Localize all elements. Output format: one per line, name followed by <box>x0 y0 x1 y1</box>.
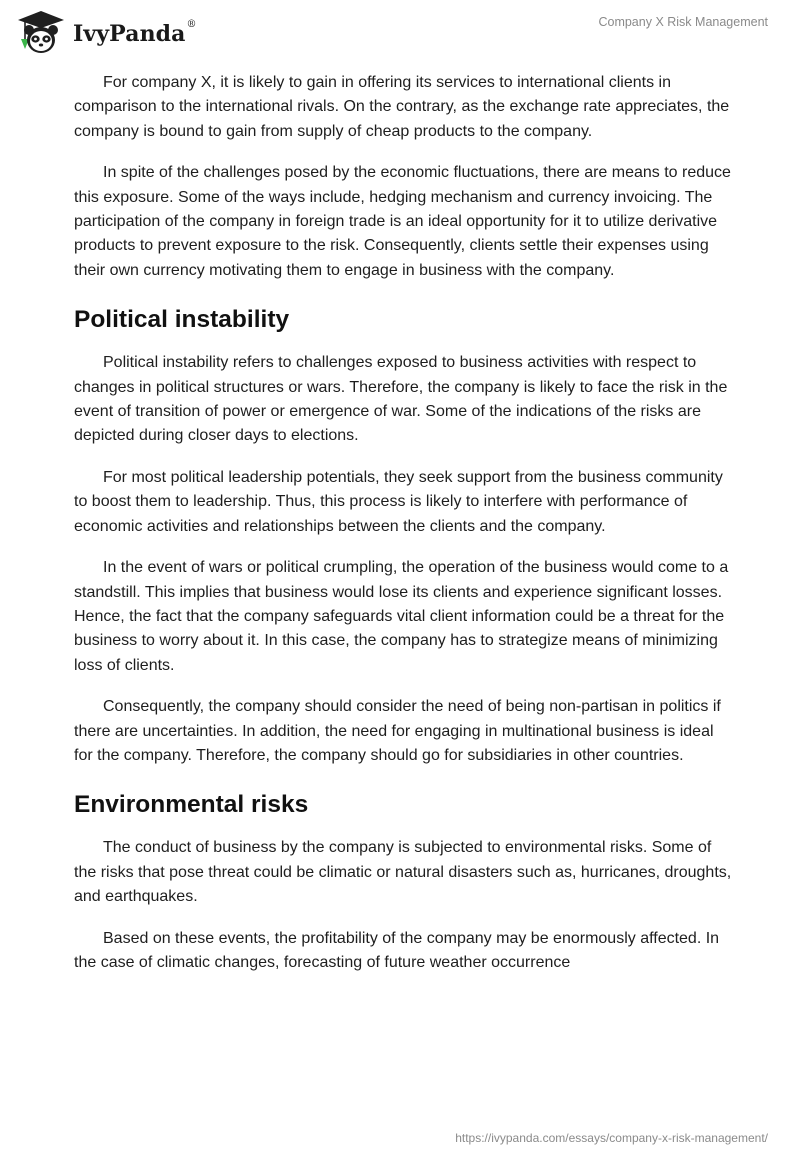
paragraph: Political instability refers to challenges exposed to business activities with respect to changes in political structures or wars. Therefore, the company is likely to face the risk in the event of transition of power or emergence of war. Some of the indications of the risks are depicted during closer days to elections. <box>74 354 728 445</box>
paragraph: For company X, it is likely to gain in offering its services to international clients in comparison to the international rivals. On the contrary, as the exchange rate appreciates, the company is bound to gain from supply of cheap products to the company. <box>74 74 730 140</box>
paragraph: Based on these events, the profitability of the company may be enormously affected. In the case of climatic changes, forecasting of future weather occurrence <box>74 929 720 971</box>
paragraph: For most political leadership potentials, they seek support from the business community to boost them to leadership. Thus, this process is likely to interfere with performance of economic activities and relationships between the clients and the company. <box>74 468 723 535</box>
panda-graduate-icon <box>14 9 68 57</box>
paragraph: In spite of the challenges posed by the economic fluctuations, there are means to reduce this exposure. Some of the ways include, hedging mechanism and currency invoicing. The participation of the company in foreign trade is an ideal opportunity for it to utilize derivative products to prevent exposure to the risk. Consequently, clients settle their expenses using their own currency motivating them to engage in business with the company. <box>74 164 731 279</box>
paragraph: The conduct of business by the company is subjected to environmental risks. Some of the risks that pose threat could be climatic or natural disasters such as, hurricanes, droughts, and earthquakes. <box>74 839 732 906</box>
paragraph: Consequently, the company should consider the need of being non-partisan in politics if there are uncertainties. In addition, the need for engaging in multinational business is ideal for the company. Therefore, the company should go for subsidiaries in other countries. <box>74 698 721 764</box>
registered-mark: ® <box>186 19 197 30</box>
running-title: Company X Risk Management <box>598 15 768 29</box>
brand-name: IvyPanda® <box>73 19 197 47</box>
essay-content <box>74 71 734 992</box>
ivypanda-logo[interactable] <box>14 9 197 57</box>
section-heading-political-instability: Political instability <box>74 306 290 334</box>
section-heading-environmental-risks: Environmental risks <box>74 791 309 819</box>
paragraph: In the event of wars or political crumpling, the operation of the business would come to a standstill. This implies that business would lose its clients and experience significant losses. Hence, the fact that the company safeguards vital client information could be a threat for the business to worry about it. In this case, the company has to strategize means of minimizing loss of clients. <box>74 559 729 674</box>
page-header <box>0 0 800 64</box>
source-url[interactable]: https://ivypanda.com/essays/company-x-risk-management/ <box>455 1131 768 1145</box>
